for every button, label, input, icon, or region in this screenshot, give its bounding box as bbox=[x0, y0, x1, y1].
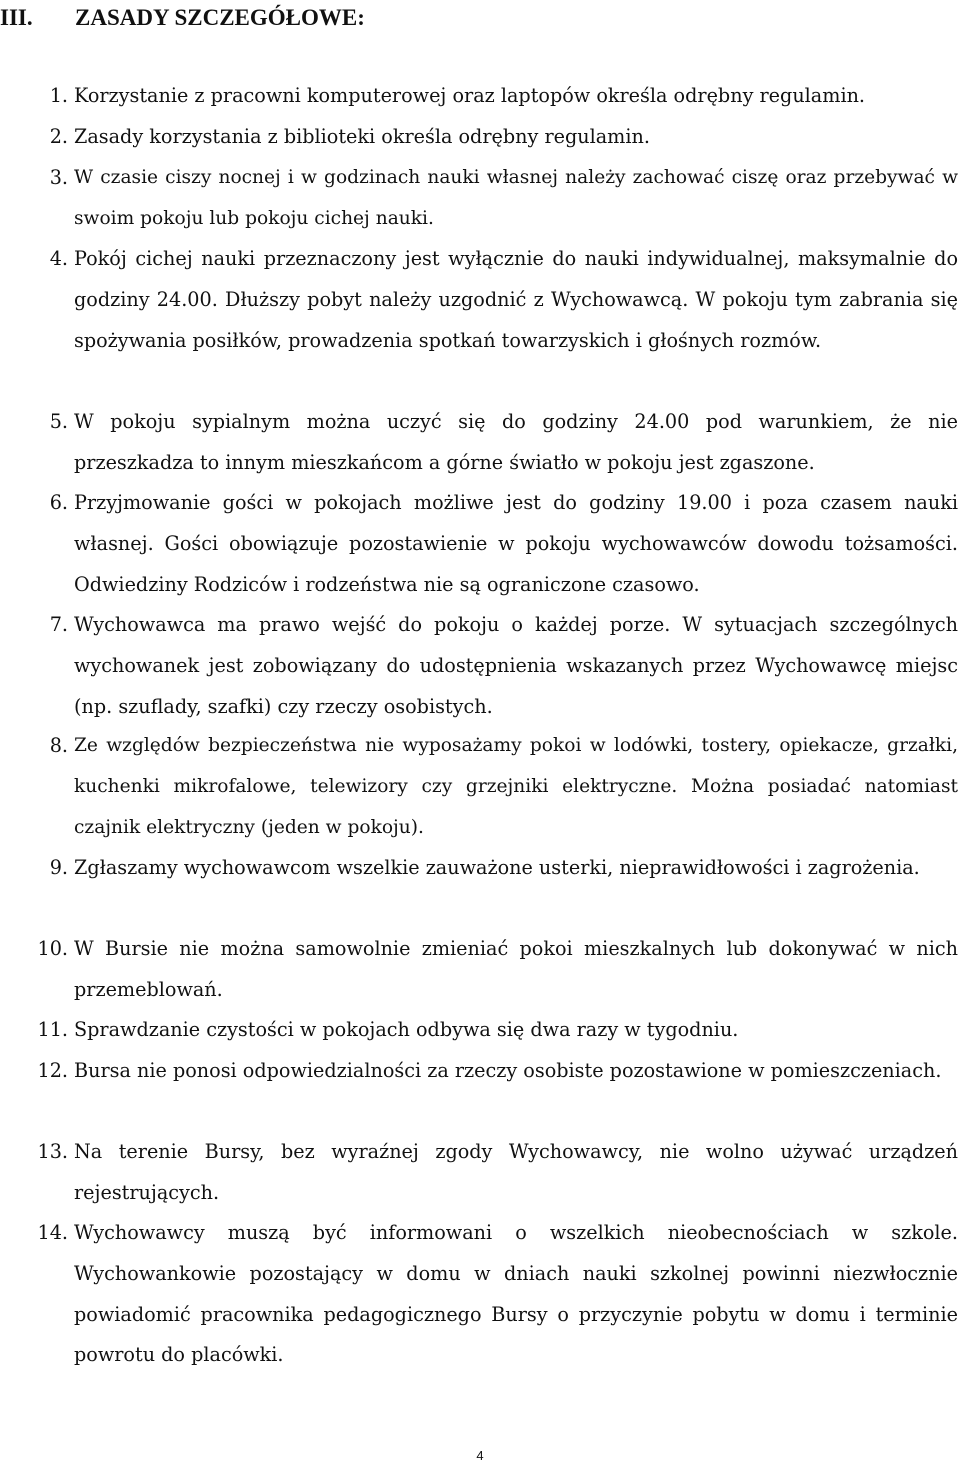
rule-number: 6. bbox=[49, 491, 68, 514]
rule-text: W Bursie nie można samowolnie zmieniać pokoi mieszkalnych lub dokonywać w nich przemeblowań. bbox=[74, 937, 958, 1001]
rule-text: Zgłaszamy wychowawcom wszelkie zauważone usterki, nieprawidłowości i zagrożenia. bbox=[74, 856, 920, 879]
rule-text: Sprawdzanie czystości w pokojach odbywa się dwa razy w tygodniu. bbox=[74, 1018, 739, 1041]
rule-number: 12. bbox=[37, 1059, 68, 1082]
rule-text: Przyjmowanie gości w pokojach możliwe jest do godziny 19.00 i poza czasem nauki własnej. Gości obowiązuje pozostawienie w pokoju wychowawców dowodu tożsamości. Odwiedziny Rodziców i rodzeństwa nie są ograniczone czasowo. bbox=[74, 491, 958, 596]
rule-text: Bursa nie ponosi odpowiedzialności za rzeczy osobiste pozostawione w pomieszczeniach. bbox=[74, 1059, 942, 1082]
rule-number: 3. bbox=[49, 166, 68, 189]
rule-number: 9. bbox=[49, 856, 68, 879]
page-number: 4 bbox=[476, 1448, 484, 1463]
rule-number: 8. bbox=[49, 734, 68, 757]
rule-text: Wychowawcy muszą być informowani o wszelkich nieobecnościach w szkole. Wychowankowie pozostający w domu w dniach nauki szkolnej powinni niezwłocznie powiadomić pracownika pedagogicznego Bursy o przyczynie pobytu w domu i terminie powrotu do placówki. bbox=[74, 1221, 958, 1367]
section-roman-numeral: III. bbox=[0, 5, 33, 30]
rule-text: Pokój cichej nauki przeznaczony jest wyłącznie do nauki indywidualnej, maksymalnie do godziny 24.00. Dłuższy pobyt należy uzgodnić z Wychowawcą. W pokoju tym zabrania się spożywania posiłków, prowadzenia spotkań towarzyskich i głośnych rozmów. bbox=[74, 247, 958, 352]
rule-number: 4. bbox=[49, 247, 68, 270]
rule-text: Wychowawca ma prawo wejść do pokoju o każdej porze. W sytuacjach szczególnych wychowanek jest zobowiązany do udostępnienia wskazanych przez Wychowawcę miejsc (np. szuflady, szafki) czy rzeczy osobistych. bbox=[74, 613, 958, 718]
rule-text: Ze względów bezpieczeństwa nie wyposażamy pokoi w lodówki, tostery, opiekacze, grzałki, kuchenki mikrofalowe, telewizory czy grzejniki elektryczne. Można posiadać natomiast czajnik elektryczny (jeden w pokoju). bbox=[74, 735, 958, 838]
rule-text: W czasie ciszy nocnej i w godzinach nauki własnej należy zachować ciszę oraz przebywać w swoim pokoju lub pokoju cichej nauki. bbox=[74, 167, 958, 229]
rule-text: Na terenie Bursy, bez wyraźnej zgody Wychowawcy, nie wolno używać urządzeń rejestrujących. bbox=[74, 1140, 958, 1204]
rule-text: Zasady korzystania z biblioteki określa odrębny regulamin. bbox=[74, 125, 650, 148]
rule-number: 2. bbox=[49, 125, 68, 148]
rule-number: 13. bbox=[37, 1140, 68, 1163]
rule-text: W pokoju sypialnym można uczyć się do godziny 24.00 pod warunkiem, że nie przeszkadza to innym mieszkańcom a górne światło w pokoju jest zgaszone. bbox=[74, 410, 958, 474]
section-heading bbox=[0, 2, 960, 34]
rule-number: 7. bbox=[49, 613, 68, 636]
rule-number: 11. bbox=[37, 1018, 68, 1041]
rule-text: Korzystanie z pracowni komputerowej oraz laptopów określa odrębny regulamin. bbox=[74, 84, 866, 107]
rule-number: 10. bbox=[37, 937, 68, 960]
rule-number: 5. bbox=[49, 410, 68, 433]
rule-number: 14. bbox=[37, 1221, 68, 1244]
section-title: ZASADY SZCZEGÓŁOWE: bbox=[75, 5, 365, 30]
rule-number: 1. bbox=[49, 84, 68, 107]
